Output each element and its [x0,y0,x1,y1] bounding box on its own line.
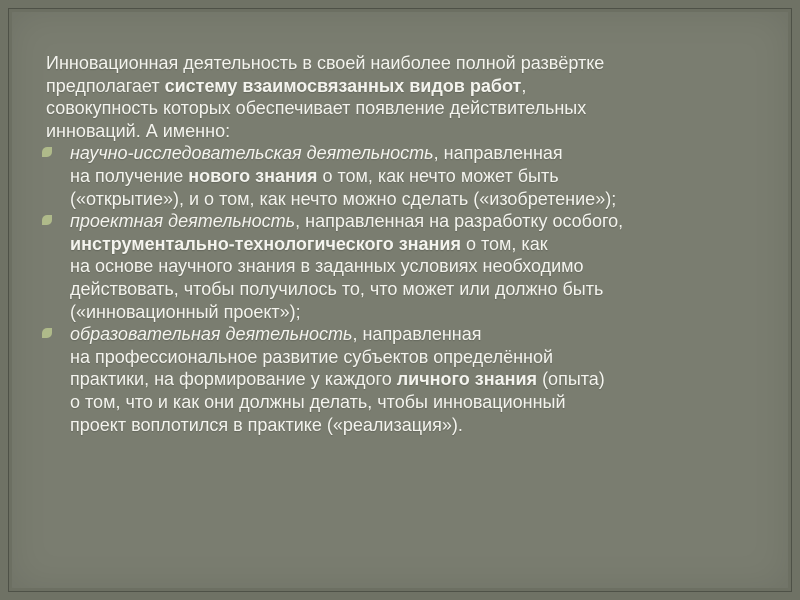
bullet-2-line-1 [70,210,766,233]
intro-line-1: Инновационная деятельность в своей наиболее полной развёртке [46,53,605,73]
bullet-1-term: научно-исследовательская деятельность [70,143,434,164]
bullet-3-line-1 [70,323,766,346]
bullet-1-line-2-post: о том, как нечто может быть [317,165,559,186]
bullet-1-line-2-pre: на получение [70,165,189,186]
intro-line-4: инноваций. А именно: [46,120,231,141]
bullet-1-line-3: («открытие»), и о том, как нечто можно сделать («изобретение»); [70,188,617,209]
bullet-2-term: проектная деятельность [70,211,296,232]
bullet-3-line-3 [70,368,766,391]
bullet-2-line-3: на основе научного знания в заданных условиях необходимо [70,256,584,277]
bullet-2-line-4: действовать, чтобы получилось то, что может или должно быть [70,278,604,299]
intro-line-3: совокупность которых обеспечивает появление действительных [46,98,587,119]
intro-line-2-pre: предполагает [46,75,165,96]
bullet-1-line-1-post: , направленная [433,143,563,164]
bullet-2-line-2-post: о том, как [460,233,548,254]
bullet-2-bold-phrase: инструментально-технологического знания [70,233,461,254]
bullet-2-line-5: («инновационный проект»); [70,301,301,322]
bullet-item-project [46,210,766,323]
intro-paragraph [46,52,766,142]
bullet-1-bold-phrase: нового знания [188,165,318,186]
bullet-2-line-1-post: , направленная на разработку особого, [295,211,624,232]
leaf-bullet-icon [42,215,52,225]
slide-content [46,52,766,436]
intro-line-2 [46,75,766,98]
bullet-3-bold-phrase: личного знания [396,369,538,390]
intro-bold-phrase: систему взаимосвязанных видов работ [164,75,522,96]
bullet-1-line-2 [70,165,766,188]
leaf-bullet-icon [42,147,52,157]
intro-line-2-post: , [521,75,527,96]
bullet-item-education [46,323,766,436]
bullet-3-line-1-post: , направленная [352,324,482,345]
bullet-item-research [46,142,766,210]
bullet-3-line-3-post: (опыта) [537,369,605,390]
leaf-bullet-icon [42,328,52,338]
bullet-3-line-3-pre: практики, на формирование у каждого [70,369,397,390]
bullet-2-line-2 [70,233,766,256]
bullet-1-line-1 [70,142,766,165]
bullet-3-line-2: на профессиональное развитие субъектов определённой [70,346,554,367]
bullet-3-term: образовательная деятельность [70,324,353,345]
bullet-3-line-4: о том, что и как они должны делать, чтобы инновационный [70,391,566,412]
bullet-3-line-5: проект воплотился в практике («реализация»). [70,414,463,435]
